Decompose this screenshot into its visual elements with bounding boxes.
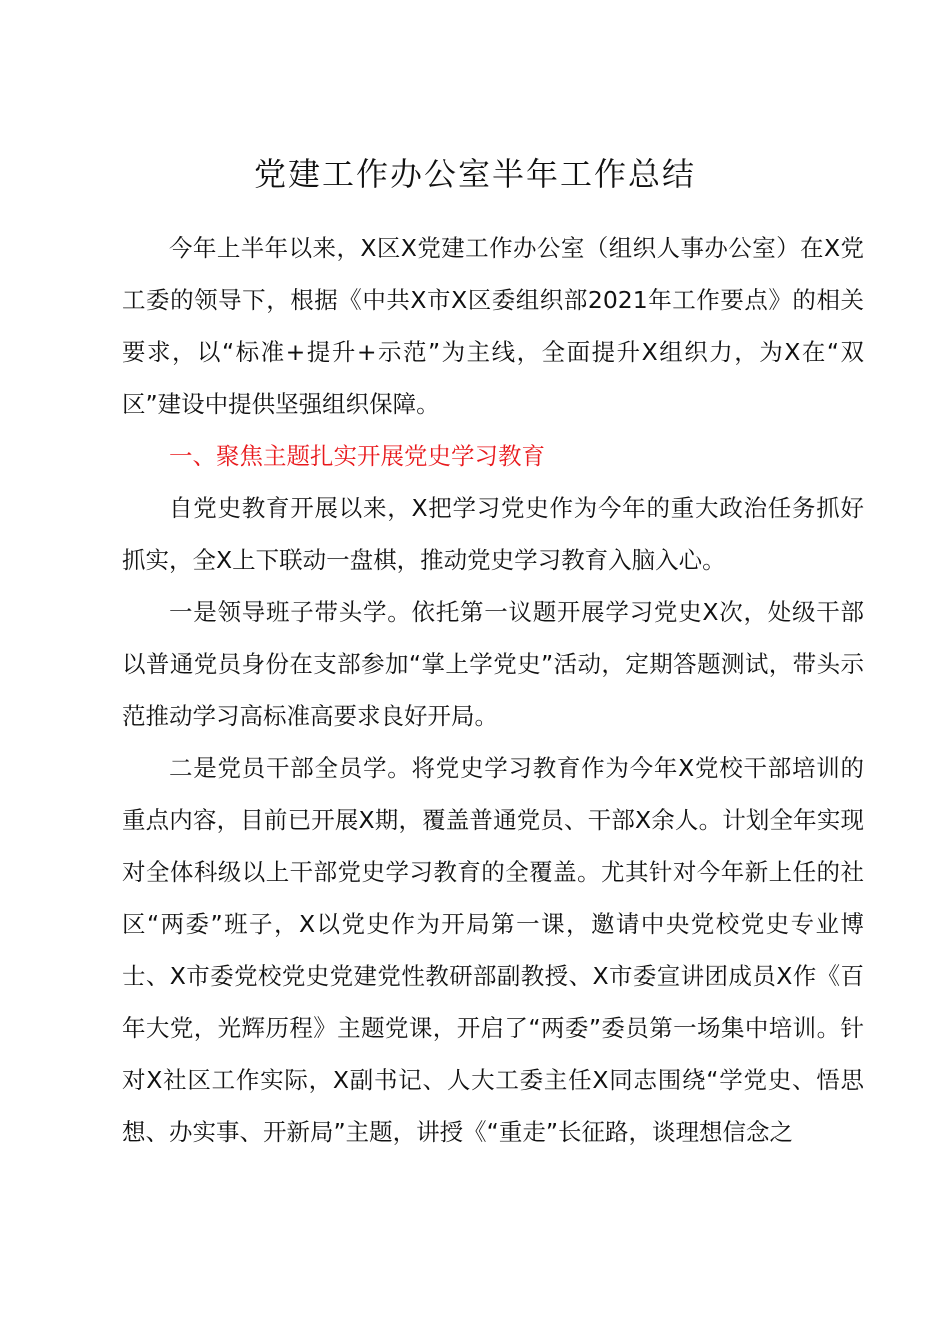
body-paragraph: 一是领导班子带头学。依托第一议题开展学习党史X次，处级干部以普通党员身份在支部参加“掌上学党史”活动，定期答题测试，带头示范推动学习高标准高要求良好开局。 bbox=[122, 598, 864, 730]
intro-paragraph: 今年上半年以来，X区X党建工作办公室（组织人事办公室）在X党工委的领导下，根据《中共X市X区委组织部2021年工作要点》的相关要求，以“标准+提升+示范”为主线，全面提升X组织力，为X在“双区”建设中提供坚强组织保障。 bbox=[122, 234, 864, 418]
document-body bbox=[122, 222, 864, 1158]
body-paragraph: 二是党员干部全员学。将党史学习教育作为今年X党校干部培训的重点内容，目前已开展X期，覆盖普通党员、干部X余人。计划全年实现对全体科级以上干部党史学习教育的全覆盖。尤其针对今年新上任的社区“两委”班子，X以党史作为开局第一课，邀请中央党校党史专业博士、X市委党校党史党建党性教研部副教授、X市委宣讲团成员X作《百年大党，光辉历程》主题党课，开启了“两委”委员第一场集中培训。针对X社区工作实际，X副书记、人大工委主任X同志围绕“学党史、悟思想、办实事、开新局”主题，讲授《“重走”长征路，谈理想信念之 bbox=[122, 754, 864, 1146]
document-title: 党建工作办公室半年工作总结 bbox=[253, 155, 696, 193]
section-heading: 一、聚焦主题扎实开展党史学习教育 bbox=[169, 442, 545, 470]
body-paragraph: 自党史教育开展以来，X把学习党史作为今年的重大政治任务抓好抓实，全X上下联动一盘棋，推动党史学习教育入脑入心。 bbox=[122, 494, 864, 574]
